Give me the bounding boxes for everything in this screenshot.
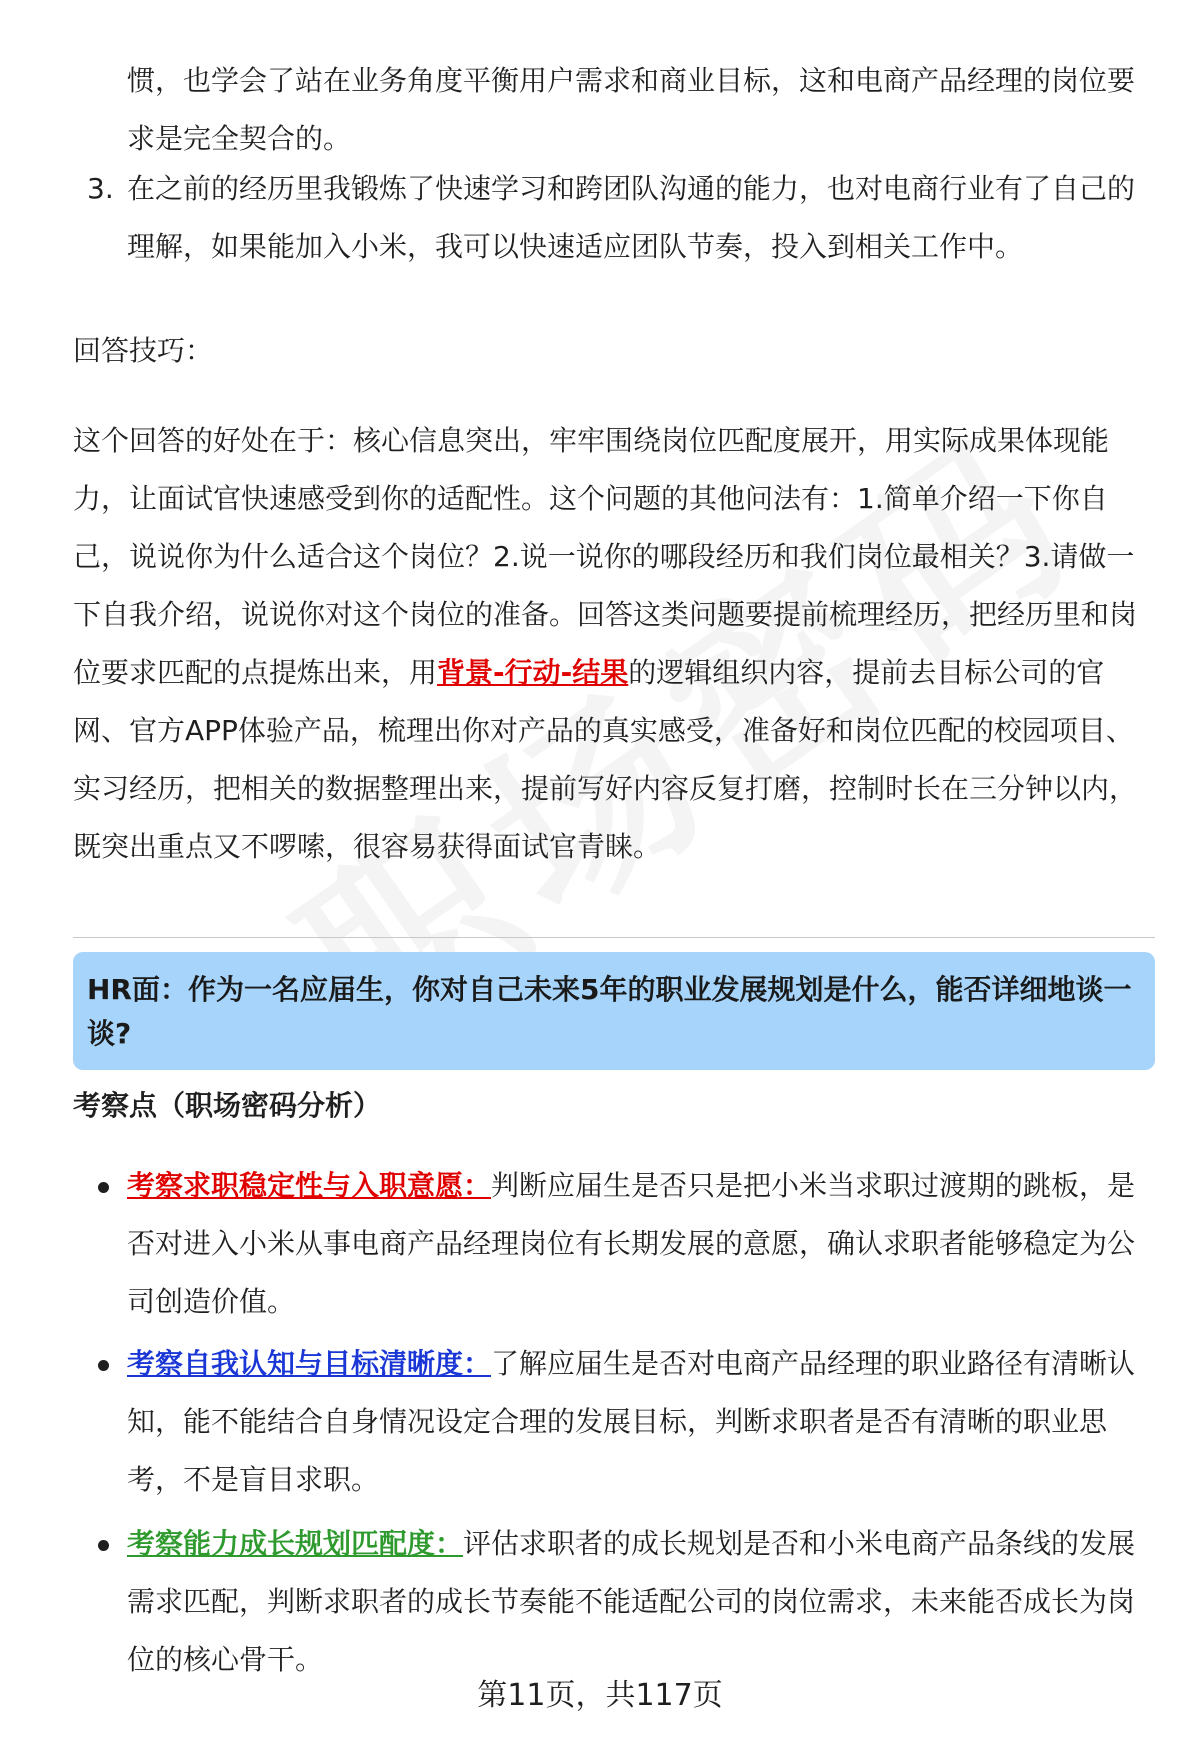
point-item [73,1157,1153,1331]
numbered-item-3 [73,160,1153,276]
bullet-dot [98,1360,109,1371]
point-keyword: 考察求职稳定性与入职意愿： [127,1169,492,1202]
point-keyword: 考察自我认知与目标清晰度： [127,1347,492,1380]
point-text: 了解应届生是否对电商产品经理的职业路径有清晰认知，能不能结合自身情况设定合理的发展目标，判断求职者是否有清晰的职业思考，不是盲目求职。 [127,1347,1136,1496]
bullet-dot [98,1540,109,1551]
question-box: HR面：作为一名应届生，你对自己未来5年的职业发展规划是什么，能否详细地谈一谈? [73,952,1155,1070]
tips-heading: 回答技巧： [73,334,214,367]
item-number: 3. [87,172,114,205]
point-keyword: 考察能力成长规划匹配度： [127,1527,464,1560]
tips-text-before: 这个回答的好处在于：核心信息突出，牢牢围绕岗位匹配度展开，用实际成果体现能力，让面试官快速感受到你的适配性。这个问题的其他问法有：1.简单介绍一下你自己，说说你为什么适合这个岗位？2.说一说你的哪段经历和我们岗位最相关？3.请做一下自我介绍，说说你对这个岗位的准备。回答这类问题要提前梳理经历，把经历里和岗位要求匹配的点提炼出来，用 [73,424,1138,689]
tips-paragraph [73,412,1153,876]
section-divider [73,937,1155,938]
point-item [73,1515,1153,1689]
point-text: 判断应届生是否只是把小米当求职过渡期的跳板，是否对进入小米从事电商产品经理岗位有长期发展的意愿，确认求职者能够稳定为公司创造价值。 [127,1169,1136,1318]
point-text: 评估求职者的成长规划是否和小米电商产品条线的发展需求匹配，判断求职者的成长节奏能不能适配公司的岗位需求，未来能否成长为岗位的核心骨干。 [127,1527,1136,1676]
tips-text-after: 的逻辑组织内容，提前去目标公司的官网、官方APP体验产品，梳理出你对产品的真实感受，准备好和岗位匹配的校园项目、实习经历，把相关的数据整理出来，提前写好内容反复打磨，控制时长在三分钟以内，既突出重点又不啰嗦，很容易获得面试官青睐。 [73,656,1138,863]
bullet-dot [98,1182,109,1193]
page-footer: 第11页，共117页 [477,1678,723,1713]
section-heading: 考察点（职场密码分析） [73,1089,382,1122]
tips-highlight: 背景-行动-结果 [437,656,629,689]
point-item [73,1335,1153,1509]
item-text: 在之前的经历里我锻炼了快速学习和跨团队沟通的能力，也对电商行业有了自己的理解，如果能加入小米，我可以快速适应团队节奏，投入到相关工作中。 [127,172,1136,263]
continued-list-text: 惯，也学会了站在业务角度平衡用户需求和商业目标，这和电商产品经理的岗位要求是完全契合的。 [127,64,1136,155]
